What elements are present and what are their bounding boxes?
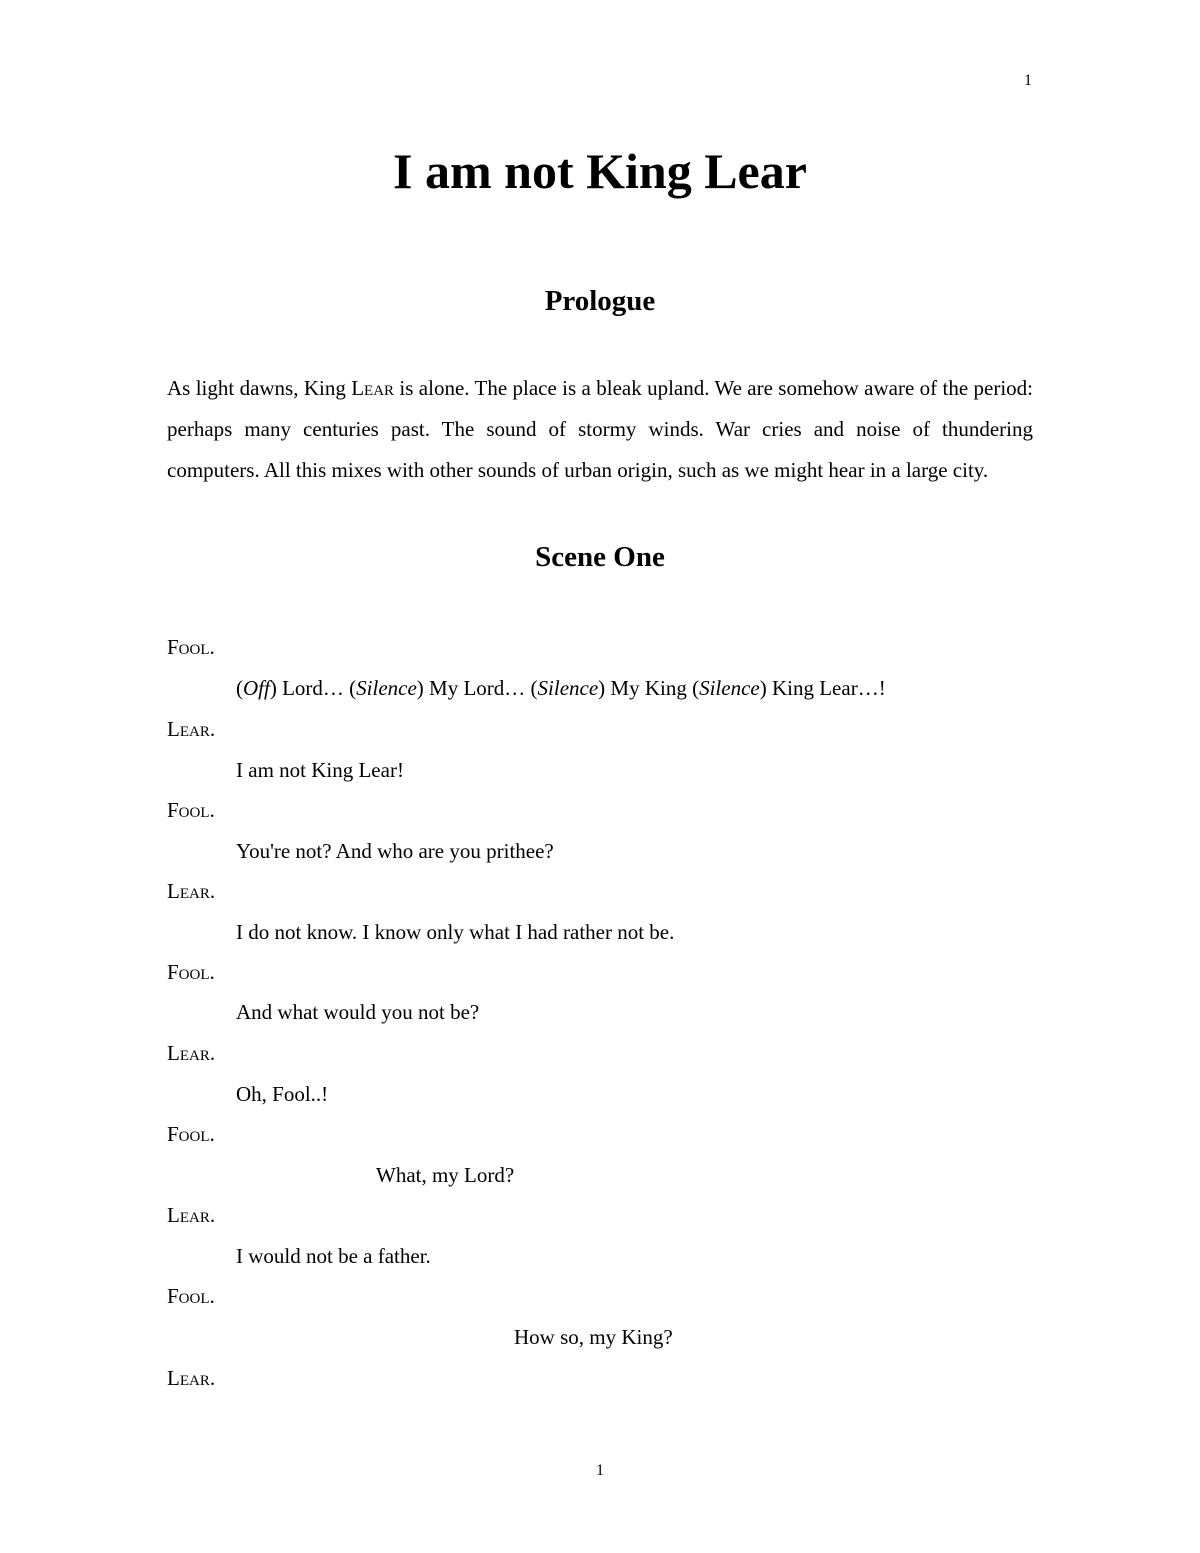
speech-line: I am not King Lear! (236, 758, 404, 782)
speaker-name: Fool. (167, 1122, 215, 1146)
prologue-heading: Prologue (544, 285, 656, 317)
play-title: I am not King Lear (393, 143, 807, 199)
speaker-name: Lear. (167, 1203, 216, 1227)
speech-segment: ) My King ( (598, 676, 700, 700)
speech-segment: ) King Lear…! (759, 676, 886, 700)
speaker-name: Fool. (167, 960, 215, 984)
speaker-name: Lear. (167, 879, 216, 903)
scene-heading: Scene One (535, 541, 665, 573)
speaker-name: Fool. (167, 798, 215, 822)
stage-direction-italic: Silence (537, 676, 599, 700)
page-number-footer: 1 (596, 1462, 604, 1479)
stage-direction-italic: Silence (356, 676, 417, 700)
speaker-name: Fool. (167, 1284, 215, 1308)
speech-line: You're not? And who are you prithee? (236, 839, 554, 863)
speaker-name: Lear. (167, 1366, 216, 1390)
speaker-name: Lear. (167, 717, 216, 741)
prologue-text-before: As light dawns, King (167, 376, 352, 400)
speech-segment: ) Lord… ( (269, 676, 357, 700)
prologue-text-after: is alone. The place is a bleak upland. We are somehow aware of the period: perhaps many centuries past. The sound of stormy winds. War cries and noise of thundering computers. All this mixes with other sounds of urban origin, such as we might hear in a large city. (167, 376, 1034, 482)
prologue-stage-direction (167, 368, 1033, 491)
speech-line: Oh, Fool..! (236, 1082, 329, 1106)
speech-segment: ( (236, 676, 243, 700)
speech-line: How so, my King? (514, 1325, 673, 1349)
speech-line: I do not know. I know only what I had rather not be. (236, 920, 675, 944)
page-number-header: 1 (1024, 72, 1032, 89)
speech-line: What, my Lord? (376, 1163, 515, 1187)
stage-direction-italic: Silence (699, 676, 760, 700)
speech-line: And what would you not be? (236, 1000, 480, 1024)
speech-line (236, 675, 886, 701)
prologue-character-name: Lear (351, 376, 395, 400)
speaker-name: Fool. (167, 635, 215, 659)
speech-segment: ) My Lord… ( (416, 676, 538, 700)
speech-line: I would not be a father. (236, 1244, 431, 1268)
stage-direction-italic: Off (243, 676, 270, 700)
speaker-name: Lear. (167, 1041, 216, 1065)
